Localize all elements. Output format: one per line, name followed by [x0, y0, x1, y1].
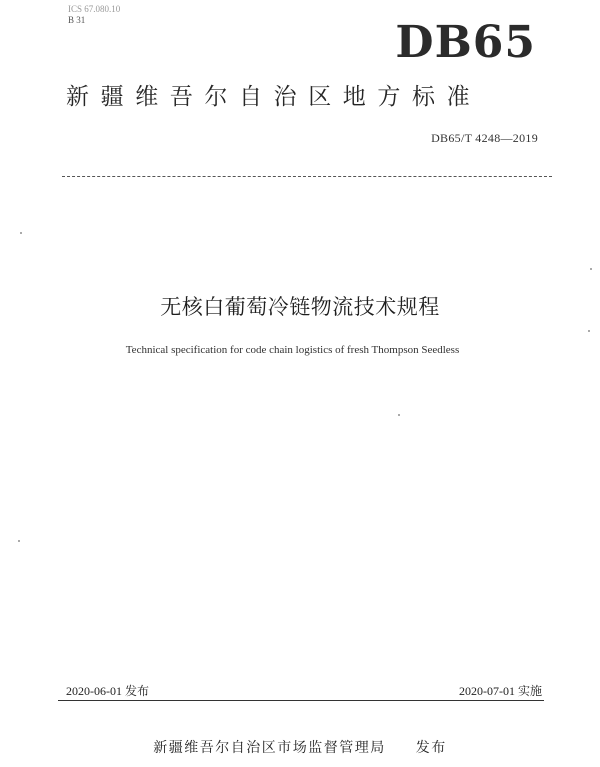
header-divider — [62, 176, 552, 177]
scan-speck — [398, 414, 400, 416]
issue-label: 发布 — [415, 740, 447, 756]
effective-date: 2020-07-01 实施 — [459, 684, 542, 698]
document-title-english: Technical specification for code chain logistics of fresh Thompson Seedless — [125, 344, 460, 356]
issuing-authority — [0, 737, 600, 757]
ccs-code: B 31 — [68, 15, 86, 25]
scan-speck — [20, 232, 22, 234]
scan-speck — [18, 540, 20, 542]
issuing-body-name: 新疆维吾尔自治区市场监督管理局 — [153, 740, 386, 756]
standard-number: DB65/T 4248—2019 — [431, 131, 538, 145]
standard-category-title: 新疆维吾尔自治区地方标准 — [66, 84, 482, 110]
ics-classification — [68, 4, 120, 26]
standard-code: DB65 — [395, 17, 536, 68]
footer-divider — [58, 700, 544, 701]
publish-date: 2020-06-01 发布 — [66, 684, 149, 698]
document-title-chinese: 无核白葡萄冷链物流技术规程 — [160, 295, 440, 319]
scan-speck — [588, 330, 590, 332]
ics-number: ICS 67.080.10 — [68, 4, 121, 14]
scan-speck — [590, 268, 592, 270]
